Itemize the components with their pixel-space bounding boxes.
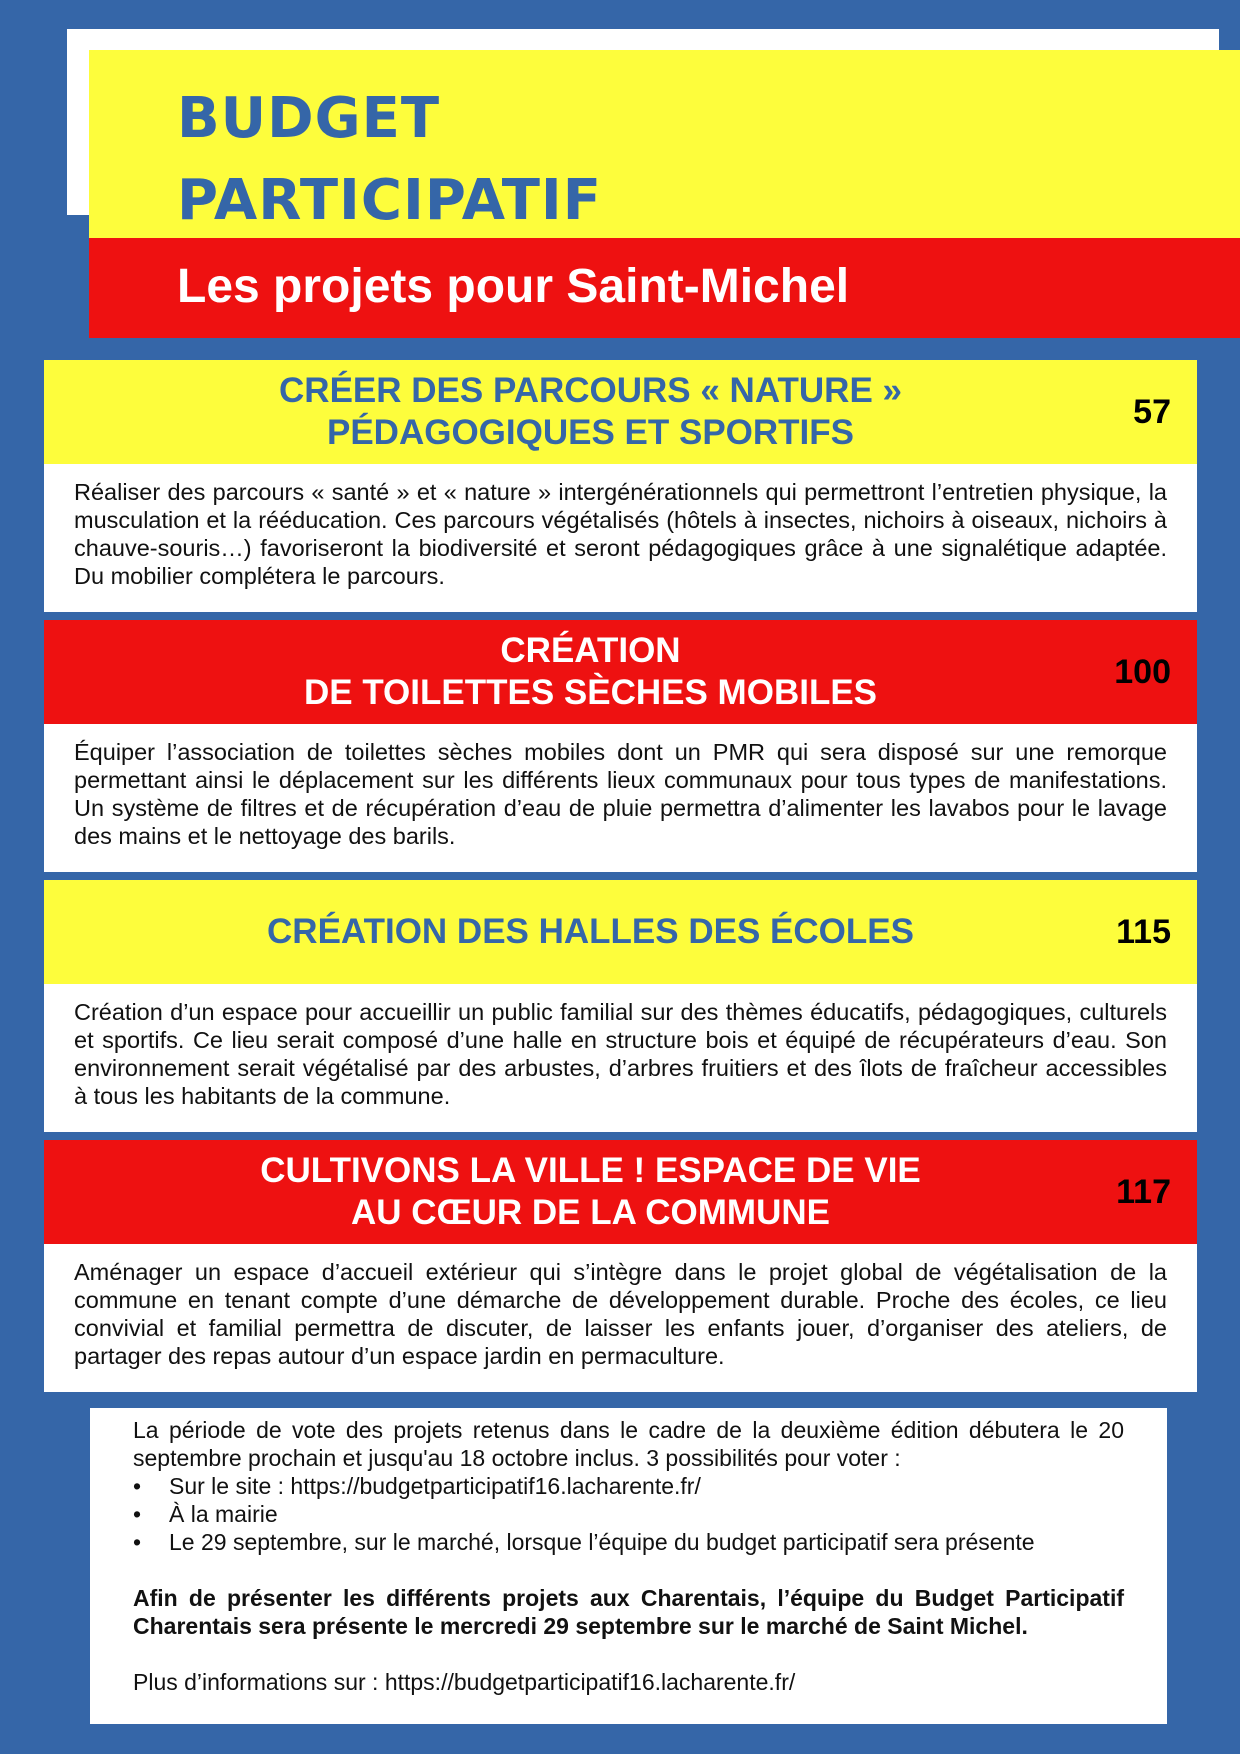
project-card: [44, 360, 1197, 612]
page-title-line1: BUDGET: [177, 86, 441, 151]
page-subtitle: Les projets pour Saint-Michel: [177, 260, 850, 313]
project-header: [44, 1140, 1197, 1244]
project-title: CRÉATION DES HALLES DES ÉCOLES: [267, 912, 914, 951]
vote-option-market: Le 29 septembre, sur le marché, lorsque l’équipe du budget participatif sera présente: [169, 1529, 1035, 1555]
project-description: Création d’un espace pour accueillir un public familial sur des thèmes éducatifs, pédagogiques, culturels et sportifs. Ce lieu serait composé d’une halle en structure bois et équipé de récupérateurs d’eau. Son environnement serait végétalisé par des arbustes, d’arbres fruitiers et des îlots de fraîcheur accessibles à tous les habitants de la commune.: [74, 999, 1167, 1109]
project-header: [44, 880, 1197, 984]
project-number: 100: [1114, 652, 1171, 691]
page-title: [177, 78, 877, 242]
vote-option-mairie: À la mairie: [169, 1501, 278, 1527]
page-title-line2: PARTICIPATIF: [177, 168, 602, 233]
project-description: Équiper l’association de toilettes sèches mobiles dont un PMR qui sera disposé sur une remorque permettant ainsi le déplacement sur les différents lieux communaux pour tous types de manifestations. Un système de filtres et de récupération d’eau de pluie permettra d’alimenter les lavabos pour le lavage des mains et le nettoyage des barils.: [74, 739, 1167, 849]
project-title: CULTIVONS LA VILLE ! ESPACE DE VIE AU CŒUR DE LA COMMUNE: [260, 1151, 921, 1232]
vote-info-box: [90, 1408, 1167, 1724]
project-header: [44, 360, 1197, 464]
project-description: Réaliser des parcours « santé » et « nature » intergénérationnels qui permettront l’entretien physique, la musculation et la rééducation. Ces parcours végétalisés (hôtels à insectes, nichoirs à oiseaux, nichoirs à chauve-souris…) favoriseront la biodiversité et seront pédagogiques grâce à une signalétique adaptée. Du mobilier complétera le parcours.: [74, 479, 1167, 589]
project-card: [44, 880, 1197, 1132]
presentation-note: Afin de présenter les différents projets aux Charentais, l’équipe du Budget Participatif Charentais sera présente le mercredi 29 septembre sur le marché de Saint Michel.: [133, 1585, 1124, 1639]
vote-option-site[interactable]: Sur le site : https://budgetparticipatif16.lacharente.fr/: [169, 1473, 701, 1499]
project-number: 117: [1116, 1172, 1171, 1211]
bullet-icon: •: [133, 1529, 142, 1555]
bullet-icon: •: [133, 1473, 142, 1499]
list-item[interactable]: [133, 1472, 1124, 1500]
more-info-link[interactable]: Plus d’informations sur : https://budgetparticipatif16.lacharente.fr/: [133, 1669, 796, 1695]
list-item: [133, 1500, 1124, 1528]
project-title: CRÉER DES PARCOURS « NATURE » PÉDAGOGIQUES ET SPORTIFS: [279, 371, 902, 452]
project-number: 115: [1116, 912, 1171, 951]
vote-options-list: [133, 1472, 1124, 1556]
project-description: Aménager un espace d’accueil extérieur qui s’intègre dans le projet global de végétalisation de la commune en tenant compte d’une démarche de développement durable. Proche des écoles, ce lieu convivial et familial permettra de discuter, de laisser les enfants jouer, d’organiser des ateliers, de partager des repas autour d’un espace jardin en permaculture.: [74, 1259, 1167, 1369]
project-header: [44, 620, 1197, 724]
project-number: 57: [1133, 392, 1171, 431]
bullet-icon: •: [133, 1501, 142, 1527]
list-item: [133, 1528, 1124, 1556]
project-title: CRÉATION DE TOILETTES SÈCHES MOBILES: [303, 631, 878, 712]
project-card: [44, 1140, 1197, 1392]
project-card: [44, 620, 1197, 872]
vote-intro: La période de vote des projets retenus dans le cadre de la deuxième édition débutera le 20 septembre prochain et jusqu'au 18 octobre inclus. 3 possibilités pour voter :: [133, 1417, 1124, 1471]
